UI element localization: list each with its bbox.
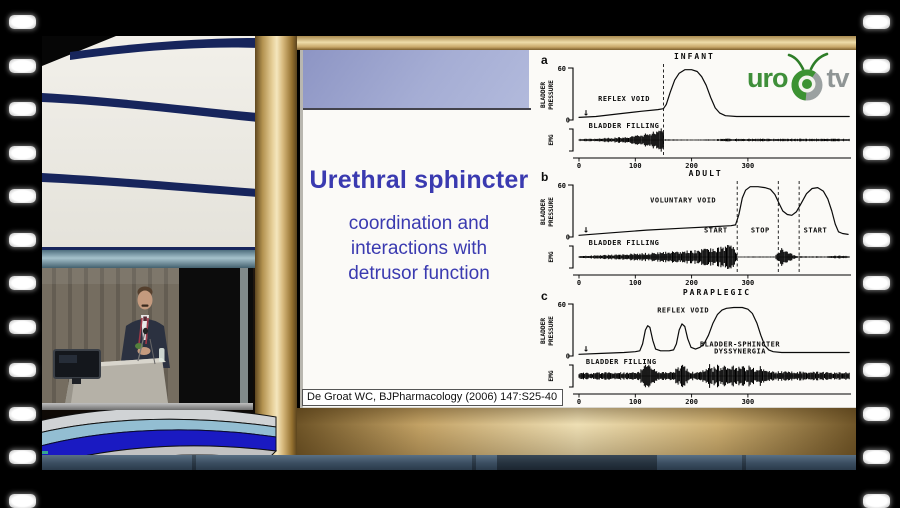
svg-text:100: 100 xyxy=(628,279,642,286)
sprocket-hole xyxy=(863,233,890,247)
sprocket-hole xyxy=(863,363,890,377)
slide-subtitle xyxy=(300,211,538,286)
sprocket-hole xyxy=(9,494,36,508)
chart-svg-b xyxy=(537,167,853,286)
slide-frame-top xyxy=(297,36,858,50)
sprocket-hole xyxy=(863,494,890,508)
svg-text:EMG: EMG xyxy=(548,134,555,146)
sprocket-hole xyxy=(863,189,890,203)
presenter-tie xyxy=(143,317,147,322)
monitor-glare xyxy=(59,355,77,363)
presenter-video xyxy=(42,268,253,410)
svg-text:60: 60 xyxy=(557,64,566,73)
sprocket-hole xyxy=(9,15,36,29)
svg-text:VOLUNTARY VOID: VOLUNTARY VOID xyxy=(650,196,717,205)
sprocket-hole xyxy=(9,102,36,116)
logo-tv-text: tv xyxy=(826,62,849,93)
svg-text:300: 300 xyxy=(741,398,755,406)
svg-text:START: START xyxy=(803,226,828,235)
sprocket-hole xyxy=(9,450,36,464)
svg-text:PRESSURE: PRESSURE xyxy=(548,316,555,346)
svg-text:0: 0 xyxy=(576,162,582,169)
inset-bottom-bar xyxy=(42,403,253,410)
slide-subtitle-line: interactions with xyxy=(350,238,488,259)
sprocket-hole xyxy=(863,15,890,29)
svg-text:BLADDER FILLING: BLADDER FILLING xyxy=(585,357,657,366)
svg-text:↓: ↓ xyxy=(583,224,590,236)
studio-desk-strip xyxy=(42,455,858,470)
inset-right-edge xyxy=(240,268,248,410)
slide-header-underline xyxy=(303,108,531,110)
svg-text:BLADDER: BLADDER xyxy=(540,198,547,226)
svg-text:DYSSYNERGIA: DYSSYNERGIA xyxy=(714,347,766,356)
sprocket-hole xyxy=(863,320,890,334)
desk-strip-shade xyxy=(497,455,657,470)
svg-text:BLADDER FILLING: BLADDER FILLING xyxy=(588,121,660,130)
bottom-letterbox xyxy=(0,470,900,508)
svg-text:0: 0 xyxy=(576,279,582,286)
svg-text:BLADDER: BLADDER xyxy=(540,317,547,345)
chart-svg-c xyxy=(537,286,853,408)
film-strip-right xyxy=(856,0,900,508)
sprocket-hole xyxy=(9,363,36,377)
svg-text:↓: ↓ xyxy=(583,107,590,119)
presenter-mustache xyxy=(142,305,149,307)
svg-text:b: b xyxy=(541,170,549,184)
sprocket-hole xyxy=(9,276,36,290)
svg-text:REFLEX VOID: REFLEX VOID xyxy=(598,94,650,103)
svg-text:BLADDER: BLADDER xyxy=(540,81,547,109)
svg-text:↓: ↓ xyxy=(583,343,590,355)
svg-text:300: 300 xyxy=(741,162,755,169)
chart-adult xyxy=(537,167,853,286)
svg-text:REFLEX VOID: REFLEX VOID xyxy=(657,306,710,315)
svg-text:EMG: EMG xyxy=(548,370,555,382)
citation: De Groat WC, BJPharmacology (2006) 147:S25-40 xyxy=(302,389,563,406)
sprocket-hole xyxy=(9,146,36,160)
svg-text:200: 200 xyxy=(685,279,698,286)
sprocket-hole xyxy=(863,59,890,73)
slide-subtitle-line: detrusor function xyxy=(348,263,490,284)
svg-text:INFANT: INFANT xyxy=(673,52,715,61)
svg-text:60: 60 xyxy=(557,181,566,190)
svg-text:100: 100 xyxy=(628,162,642,169)
monitor xyxy=(54,350,100,378)
svg-text:STOP: STOP xyxy=(750,226,770,235)
svg-text:PARAPLEGIC: PARAPLEGIC xyxy=(682,288,752,297)
sprocket-hole xyxy=(863,146,890,160)
sprocket-hole xyxy=(9,233,36,247)
slide-header-band xyxy=(303,50,529,108)
logo-uro-text: uro xyxy=(747,62,788,93)
slide-subtitle-line: coordination and xyxy=(348,213,490,234)
svg-text:BLADDER FILLING: BLADDER FILLING xyxy=(588,238,660,247)
svg-text:BLADDER-SPHINCTER: BLADDER-SPHINCTER xyxy=(699,340,781,349)
svg-text:100: 100 xyxy=(628,398,642,406)
sprocket-hole xyxy=(9,320,36,334)
sprocket-hole xyxy=(863,276,890,290)
svg-text:PRESSURE: PRESSURE xyxy=(548,80,555,110)
svg-text:200: 200 xyxy=(685,162,698,169)
svg-text:60: 60 xyxy=(557,300,566,309)
sprocket-hole xyxy=(9,189,36,203)
svg-text:0: 0 xyxy=(565,352,570,361)
bug-icon xyxy=(785,52,831,104)
svg-text:0: 0 xyxy=(576,398,582,406)
sprocket-hole xyxy=(9,59,36,73)
sprocket-hole xyxy=(863,102,890,116)
sprocket-hole xyxy=(863,450,890,464)
slide-frame-bottom xyxy=(297,408,858,455)
chart-paraplegic xyxy=(537,286,853,408)
microphone xyxy=(143,328,148,334)
desk-strip-seam xyxy=(472,455,476,470)
svg-text:200: 200 xyxy=(685,398,698,406)
studio-wall xyxy=(42,36,258,268)
svg-text:a: a xyxy=(541,53,549,67)
monitor-stand xyxy=(72,378,81,384)
svg-text:c: c xyxy=(541,289,549,303)
wall-ledge xyxy=(42,250,258,268)
sprocket-hole xyxy=(863,407,890,421)
desk-strip-seam xyxy=(742,455,746,470)
svg-text:START: START xyxy=(704,226,728,235)
top-letterbox xyxy=(0,0,900,36)
svg-text:300: 300 xyxy=(741,279,755,286)
svg-text:0: 0 xyxy=(565,116,570,125)
film-strip-left xyxy=(0,0,42,508)
desk-strip-seam xyxy=(192,455,196,470)
svg-text:PRESSURE: PRESSURE xyxy=(548,197,555,227)
sprocket-hole xyxy=(9,407,36,421)
uro-tv-logo xyxy=(747,52,849,104)
studio-wall-graphic xyxy=(42,36,258,268)
svg-text:ADULT: ADULT xyxy=(688,169,723,178)
water-bottle xyxy=(159,348,165,362)
svg-text:0: 0 xyxy=(565,233,570,242)
svg-text:EMG: EMG xyxy=(548,251,555,263)
slide-title: Urethral sphincter xyxy=(309,166,529,194)
presenter-scene xyxy=(42,268,253,410)
